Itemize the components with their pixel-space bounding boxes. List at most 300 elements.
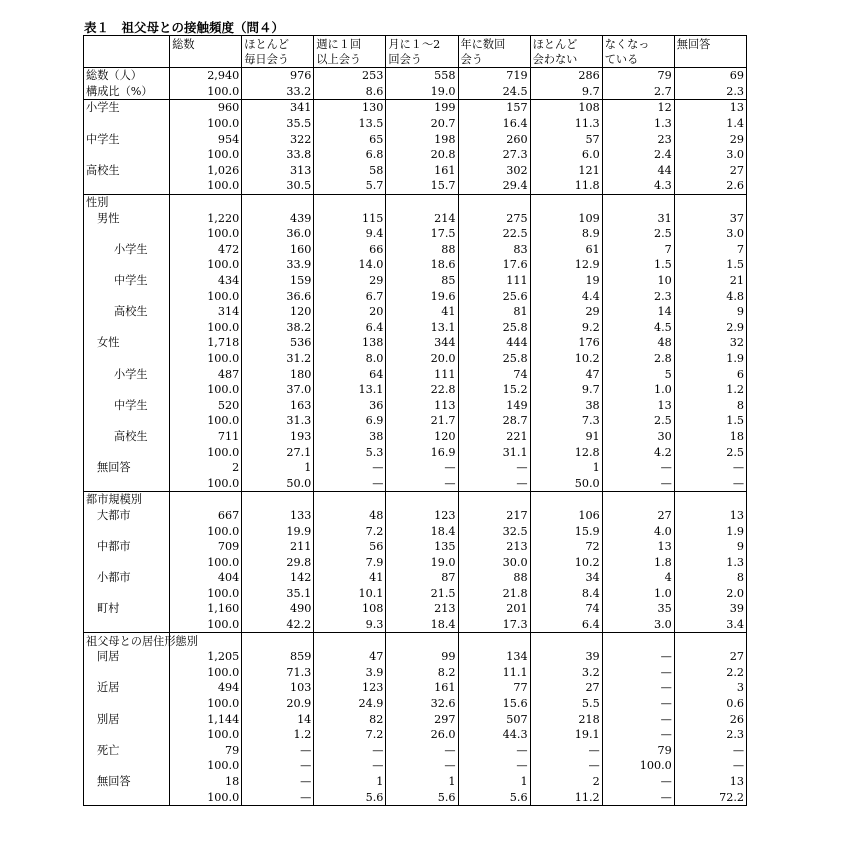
table-cell: 13	[602, 539, 674, 555]
table-cell: 253	[314, 68, 386, 84]
table-row	[84, 665, 747, 681]
table-row	[84, 210, 747, 226]
table-cell: —	[314, 460, 386, 476]
table-cell: 81	[458, 304, 530, 320]
table-cell: —	[602, 774, 674, 790]
table-cell: 41	[314, 570, 386, 586]
table-cell: 19.1	[530, 727, 602, 743]
table-cell: 36	[314, 397, 386, 413]
row-label: 構成比（%）	[84, 84, 170, 100]
table-cell	[674, 194, 746, 210]
table-cell: 123	[314, 680, 386, 696]
row-label: 小学生	[84, 242, 170, 258]
table-cell: 74	[458, 366, 530, 382]
table-cell: 211	[242, 539, 314, 555]
table-cell: 221	[458, 429, 530, 445]
table-cell: 120	[242, 304, 314, 320]
table-cell: 64	[314, 366, 386, 382]
table-cell: 2.3	[726, 728, 744, 742]
row-label	[84, 617, 170, 633]
table-cell: 15.6	[458, 696, 530, 712]
table-cell: 1.8	[602, 554, 674, 570]
table-cell: 57	[530, 131, 602, 147]
table-cell: 47	[530, 366, 602, 382]
table-cell: 111	[458, 273, 530, 289]
table-cell: 10.1	[314, 586, 386, 602]
table-cell: 83	[458, 242, 530, 258]
table-cell: 15.2	[458, 382, 530, 398]
table-cell: 13.1	[386, 320, 458, 336]
table-cell: 100.0	[170, 554, 242, 570]
table-cell: 2.5	[602, 226, 674, 242]
table-cell: —	[386, 758, 458, 774]
table-cell: 33.8	[242, 147, 314, 163]
table-cell: 38	[530, 397, 602, 413]
table-row	[84, 288, 747, 304]
table-cell: 2.3	[726, 84, 744, 98]
header-text: 総数	[172, 38, 195, 51]
table-cell: 31.2	[242, 351, 314, 367]
table-cell: 1,718	[170, 335, 242, 351]
row-label	[84, 554, 170, 570]
table-cell: 18.4	[386, 617, 458, 633]
table-cell: 1.9	[726, 524, 744, 538]
table-cell: 100.0	[170, 758, 242, 774]
table-row	[84, 273, 747, 289]
table-cell: 9.4	[314, 226, 386, 242]
row-label	[84, 116, 170, 132]
table-cell: 27	[729, 163, 744, 177]
table-cell: 47	[314, 649, 386, 665]
table-cell: 10	[602, 273, 674, 289]
table-cell: 27	[729, 650, 744, 664]
table-cell: 7.9	[314, 554, 386, 570]
table-cell	[386, 194, 458, 210]
table-cell: 4.3	[602, 178, 674, 194]
table-cell: 38	[314, 429, 386, 445]
table-cell: 5.6	[314, 789, 386, 805]
table-cell: 130	[314, 100, 386, 116]
data-table	[83, 35, 747, 806]
table-row	[84, 492, 747, 508]
table-cell: 17.5	[386, 226, 458, 242]
table-cell: 71.3	[242, 665, 314, 681]
table-row	[84, 649, 747, 665]
table-row	[84, 696, 747, 712]
table-cell: 19.6	[386, 288, 458, 304]
table-cell: 30.0	[458, 554, 530, 570]
table-cell	[602, 194, 674, 210]
table-cell: 27	[602, 508, 674, 524]
table-cell: 19	[530, 273, 602, 289]
table-cell: 19.0	[386, 84, 458, 100]
table-cell: 100.0	[170, 475, 242, 491]
table-cell: 3.2	[530, 665, 602, 681]
table-cell: 16.4	[458, 116, 530, 132]
row-label	[84, 475, 170, 491]
table-cell: 8	[736, 398, 744, 412]
table-cell: 2.9	[726, 320, 744, 334]
table-cell: 103	[242, 680, 314, 696]
table-cell: 954	[170, 131, 242, 147]
header-text: ている	[604, 53, 639, 66]
table-cell: 13.1	[314, 382, 386, 398]
header-text: 無回答	[676, 38, 711, 51]
table-cell: 48	[602, 335, 674, 351]
table-cell: 4	[602, 570, 674, 586]
table-cell: 88	[458, 570, 530, 586]
table-cell: 31.1	[458, 444, 530, 460]
row-label	[84, 257, 170, 273]
table-cell: 111	[386, 366, 458, 382]
table-cell: —	[242, 758, 314, 774]
table-cell: 13	[729, 508, 744, 522]
table-cell: 50.0	[242, 475, 314, 491]
table-cell: 12	[602, 100, 674, 116]
table-cell: 100.0	[170, 617, 242, 633]
row-label	[84, 413, 170, 429]
table-cell: 9.2	[530, 320, 602, 336]
table-cell: 201	[458, 601, 530, 617]
table-cell: 21.5	[386, 586, 458, 602]
table-cell	[242, 194, 314, 210]
table-cell: 14	[242, 711, 314, 727]
table-cell: 100.0	[602, 758, 674, 774]
table-cell: 322	[242, 131, 314, 147]
table-cell: 1	[458, 774, 530, 790]
table-cell: —	[530, 743, 602, 759]
table-cell: 213	[458, 539, 530, 555]
table-cell: 29	[314, 273, 386, 289]
table-cell: 35	[602, 601, 674, 617]
table-cell: 28.7	[458, 413, 530, 429]
table-cell: 16.9	[386, 444, 458, 460]
table-cell: 32.5	[458, 523, 530, 539]
table-cell: 18.4	[386, 523, 458, 539]
row-label	[84, 586, 170, 602]
table-cell: 11.8	[530, 178, 602, 194]
table-cell: —	[386, 743, 458, 759]
header-text: 会わない	[532, 53, 578, 66]
table-cell: 13.5	[314, 116, 386, 132]
table-cell: 10.2	[530, 554, 602, 570]
table-cell: 1	[242, 460, 314, 476]
row-label	[84, 147, 170, 163]
row-label: 中学生	[84, 397, 170, 413]
table-cell: 100.0	[170, 586, 242, 602]
table-cell: —	[602, 649, 674, 665]
table-cell: 2,940	[170, 68, 242, 84]
row-label: 高校生	[84, 163, 170, 179]
table-row	[84, 226, 747, 242]
table-cell: 36.0	[242, 226, 314, 242]
table-cell: 1.0	[602, 586, 674, 602]
table-cell: 23	[602, 131, 674, 147]
table-row	[84, 116, 747, 132]
header-cell-corner	[84, 36, 170, 68]
table-cell: 260	[458, 131, 530, 147]
table-cell: 2	[530, 774, 602, 790]
table-cell: 100.0	[170, 147, 242, 163]
table-cell: 159	[242, 273, 314, 289]
row-label: 同居	[84, 649, 170, 665]
table-cell: 313	[242, 163, 314, 179]
table-cell: 3.4	[726, 618, 744, 632]
table-cell: 30.5	[242, 178, 314, 194]
table-cell: 3.0	[726, 227, 744, 241]
table-cell: 6.7	[314, 288, 386, 304]
row-label	[84, 226, 170, 242]
table-cell: 275	[458, 210, 530, 226]
table-cell: 4.0	[602, 523, 674, 539]
table-cell: 29.8	[242, 554, 314, 570]
table-cell: 3.0	[726, 148, 744, 162]
table-cell: —	[458, 475, 530, 491]
table-cell: 108	[314, 601, 386, 617]
table-cell: 37	[729, 211, 744, 225]
table-cell: 444	[458, 335, 530, 351]
header-cell	[458, 36, 530, 68]
table-cell: 30	[602, 429, 674, 445]
table-cell: 18.6	[386, 257, 458, 273]
table-cell: 100.0	[170, 257, 242, 273]
table-cell: 193	[242, 429, 314, 445]
table-cell: —	[732, 461, 744, 475]
table-cell: 113	[386, 397, 458, 413]
table-cell: 13	[729, 775, 744, 789]
table-row	[84, 304, 747, 320]
table-row	[84, 194, 747, 210]
table-cell: 7	[602, 242, 674, 258]
row-label: 小都市	[84, 570, 170, 586]
row-label	[84, 288, 170, 304]
table-cell: 100.0	[170, 413, 242, 429]
table-cell: 217	[458, 508, 530, 524]
row-label: 別居	[84, 711, 170, 727]
table-cell: 65	[314, 131, 386, 147]
table-cell: —	[314, 743, 386, 759]
row-label: 中学生	[84, 273, 170, 289]
table-cell: 115	[314, 210, 386, 226]
header-cell	[170, 36, 242, 68]
table-cell: 48	[314, 508, 386, 524]
header-row	[84, 36, 747, 68]
header-text: 年に数回	[460, 38, 506, 51]
table-cell: 20.7	[386, 116, 458, 132]
table-cell: 180	[242, 366, 314, 382]
table-cell: 2.5	[726, 445, 744, 459]
table-cell	[674, 492, 746, 508]
table-cell: 11.2	[530, 789, 602, 805]
table-cell: 472	[170, 242, 242, 258]
table-row	[84, 727, 747, 743]
table-cell	[602, 492, 674, 508]
table-cell: 138	[314, 335, 386, 351]
table-row	[84, 743, 747, 759]
table-cell	[242, 633, 314, 649]
table-cell: —	[732, 743, 744, 757]
table-cell: —	[602, 696, 674, 712]
table-cell: 135	[386, 539, 458, 555]
table-cell: 9	[736, 305, 744, 319]
table-cell	[530, 633, 602, 649]
table-cell: 2.2	[726, 665, 744, 679]
table-cell: 6.4	[530, 617, 602, 633]
table-cell: 494	[170, 680, 242, 696]
table-cell: 12.8	[530, 444, 602, 460]
table-cell: 100.0	[170, 116, 242, 132]
table-cell: 17.3	[458, 617, 530, 633]
table-cell: 5.3	[314, 444, 386, 460]
table-cell: 2.8	[602, 351, 674, 367]
table-cell: 9.7	[530, 84, 602, 100]
table-cell: —	[602, 789, 674, 805]
table-cell: 33.9	[242, 257, 314, 273]
table-row	[84, 242, 747, 258]
row-label	[84, 351, 170, 367]
table-cell: 859	[242, 649, 314, 665]
table-cell: 6	[736, 367, 744, 381]
table-row	[84, 601, 747, 617]
table-cell: 4.4	[530, 288, 602, 304]
table-cell: 27.1	[242, 444, 314, 460]
table-cell: 149	[458, 397, 530, 413]
table-cell: —	[602, 665, 674, 681]
table-cell: 11.1	[458, 665, 530, 681]
table-cell	[530, 194, 602, 210]
table-row	[84, 617, 747, 633]
table-cell	[674, 633, 746, 649]
table-row	[84, 351, 747, 367]
table-cell: 286	[530, 68, 602, 84]
table-cell: 4.2	[602, 444, 674, 460]
table-cell: 58	[314, 163, 386, 179]
table-cell: 120	[386, 429, 458, 445]
row-label: 女性	[84, 335, 170, 351]
table-cell: 50.0	[530, 475, 602, 491]
table-cell: 15.9	[530, 523, 602, 539]
table-row	[84, 147, 747, 163]
table-cell: 35.1	[242, 586, 314, 602]
table-cell: 1,205	[170, 649, 242, 665]
table-cell: 20.8	[386, 147, 458, 163]
table-cell: 77	[458, 680, 530, 696]
table-row	[84, 382, 747, 398]
header-cell	[242, 36, 314, 68]
table-cell: 9.3	[314, 617, 386, 633]
row-label: 大都市	[84, 508, 170, 524]
table-cell: 8	[736, 571, 744, 585]
table-cell: 7.3	[530, 413, 602, 429]
table-cell: —	[386, 475, 458, 491]
table-cell: —	[458, 743, 530, 759]
table-cell: —	[314, 475, 386, 491]
table-cell: 36.6	[242, 288, 314, 304]
table-cell: 29.4	[458, 178, 530, 194]
table-cell	[314, 633, 386, 649]
table-cell: 35.5	[242, 116, 314, 132]
table-cell: 1.3	[726, 555, 744, 569]
table-cell: 26	[729, 712, 744, 726]
table-cell: 25.6	[458, 288, 530, 304]
table-cell: 1	[530, 460, 602, 476]
row-label: 都市規模別	[84, 492, 170, 508]
table-cell: 8.9	[530, 226, 602, 242]
table-cell: 100.0	[170, 444, 242, 460]
row-label: 小学生	[84, 366, 170, 382]
table-cell: 1.5	[726, 258, 744, 272]
table-title: 表１ 祖父母との接触頻度（問４）	[84, 20, 285, 35]
table-cell: 29	[729, 132, 744, 146]
table-cell: 41	[386, 304, 458, 320]
row-label	[84, 320, 170, 336]
table-cell: —	[732, 759, 744, 773]
table-cell	[458, 194, 530, 210]
table-cell: 72	[530, 539, 602, 555]
row-label	[84, 789, 170, 805]
table-cell: 100.0	[170, 226, 242, 242]
table-cell: 72.2	[719, 790, 744, 804]
table-cell: 558	[386, 68, 458, 84]
table-cell: 108	[530, 100, 602, 116]
table-cell: 1.3	[602, 116, 674, 132]
row-label	[84, 382, 170, 398]
table-cell: 87	[386, 570, 458, 586]
table-cell: 1	[314, 774, 386, 790]
table-cell: 100.0	[170, 523, 242, 539]
table-cell: 91	[530, 429, 602, 445]
table-cell: —	[602, 727, 674, 743]
table-cell: 31.3	[242, 413, 314, 429]
table-row	[84, 586, 747, 602]
table-body	[84, 68, 747, 806]
row-label	[84, 727, 170, 743]
row-label: 男性	[84, 210, 170, 226]
table-cell: —	[732, 476, 744, 490]
table-cell: 11.3	[530, 116, 602, 132]
table-cell: 31	[602, 210, 674, 226]
table-cell: 2.6	[726, 179, 744, 193]
table-cell: 134	[458, 649, 530, 665]
table-cell: —	[314, 758, 386, 774]
row-label	[84, 665, 170, 681]
table-cell: 5.7	[314, 178, 386, 194]
table-cell: 439	[242, 210, 314, 226]
table-cell: 21	[729, 274, 744, 288]
table-cell: —	[386, 460, 458, 476]
table-cell: —	[242, 743, 314, 759]
table-cell: 434	[170, 273, 242, 289]
table-row	[84, 570, 747, 586]
table-cell: 157	[458, 100, 530, 116]
row-label: 町村	[84, 601, 170, 617]
table-cell: 709	[170, 539, 242, 555]
table-cell: 9	[736, 540, 744, 554]
table-cell: 2	[170, 460, 242, 476]
table-cell: 100.0	[170, 727, 242, 743]
table-cell: 33.2	[242, 84, 314, 100]
row-label: 祖父母との居住形態別	[84, 633, 170, 649]
table-cell: 1,160	[170, 601, 242, 617]
table-cell: 100.0	[170, 382, 242, 398]
table-cell: 25.8	[458, 320, 530, 336]
table-cell: 667	[170, 508, 242, 524]
table-cell: —	[242, 789, 314, 805]
table-cell: 56	[314, 539, 386, 555]
table-row	[84, 539, 747, 555]
table-cell: 198	[386, 131, 458, 147]
table-cell: 3.9	[314, 665, 386, 681]
